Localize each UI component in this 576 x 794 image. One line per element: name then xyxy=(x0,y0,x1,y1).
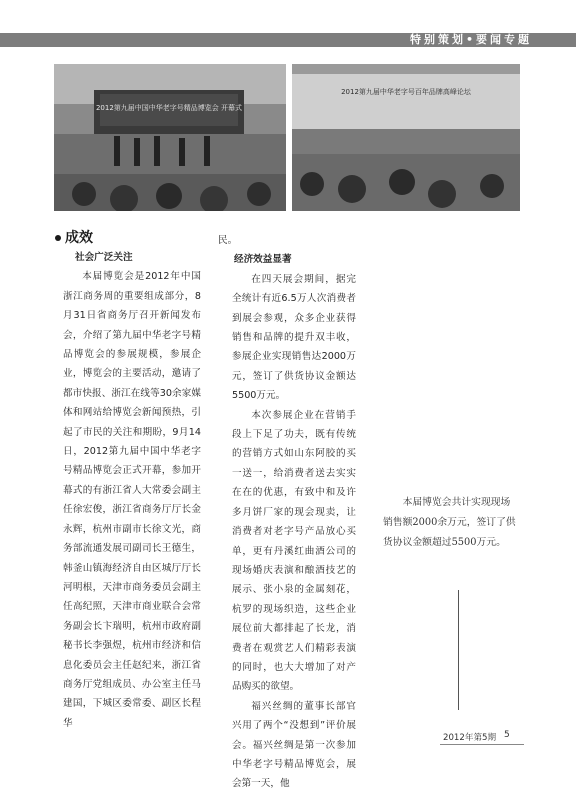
paragraph: 在四天展会期间，据完全统计有近6.5万人次消费者到展会参观，众多企业获得销售和品牌的提升双丰收，参展企业实现销售达2000万元，签订了供货协议金额达5500万元。 xyxy=(232,273,356,402)
bullet-icon xyxy=(55,235,61,241)
paragraph: 福兴丝绸的董事长部官兴用了两个“没想到”评价展会。福兴丝绸是第一次参加中华老字号精品博览会，展会第一天，他 xyxy=(232,700,356,790)
left-column xyxy=(63,228,201,733)
page-footer xyxy=(443,730,510,743)
paragraph: 本次参展企业在营销手段上下足了功夫，既有传统的营销方式如山东阿胶的买一送一，给消费者送去实实在在的优惠，有致中和及许多月饼厂家的现会现卖，让消费者对老字号产品放心买单，更有丹溪红曲酒公司的现场婚庆表演和酿酒技艺的展示、张小泉的金属刻花，杭罗的现场织造，这些企业展位前大都排起了长龙，消费者在观赏艺人们精彩表演的同时，也大大增加了对产品购买的欲望。 xyxy=(232,409,356,693)
subheading-economic: 经济效益显著 xyxy=(234,254,292,266)
section-title: 特别策划•要闻专题 xyxy=(409,33,532,46)
pull-quote: 本届博览会共计实现现场销售额2000余万元，签订了供货协议金额超过5500万元。 xyxy=(383,497,516,548)
subheading-social: 社会广泛关注 xyxy=(75,252,133,263)
divider-line xyxy=(458,590,459,710)
page-number: 5 xyxy=(504,730,510,740)
section-header-bar xyxy=(0,33,576,47)
footer-rule xyxy=(440,744,524,745)
section-heading: 成效 xyxy=(55,228,201,248)
right-column xyxy=(218,231,356,794)
banner-text-2: 2012第九届中华老字号百年品牌高峰论坛 xyxy=(341,88,471,96)
banner-text-1: 2012第九届中国中华老字号精品博览会 开幕式 xyxy=(95,104,243,112)
opening-ceremony-photo xyxy=(54,64,286,211)
continuation-text: 民。 xyxy=(218,235,238,246)
paragraph: 本届博览会是2012年中国浙江商务周的重要组成部分，8月31日省商务厅召开新闻发布会，介绍了第九届中华老字号精品博览会的参展规模，参展企业，博览会的主要活动，邀请了都市快报、浙江在线等30余家媒体和网站给博览会新闻预热，引起了市民的关注和期盼，9月14日，2012第九届中国中华老字号精品博览会正式开幕，参加开幕式的有浙江省人大常委会副主任徐宏俊，浙江省商务厅厅长金永辉，杭州市副市长徐文光，商务部流通发展司副司长王德生，韩釜山镇海经济自由区城厅厅长河明根，天津市商务委员会副主任高纪照，天津市商业联合会常务副会长卞瑞明，杭州市政府副秘书长李强煜，杭州市经济和信息化委员会主任赵纪来，浙江省商务厅党组成员、办公室主任马建国，下城区委常委、副区长程华 xyxy=(63,271,201,729)
forum-photo xyxy=(292,64,520,211)
issue-label: 2012年第5期 xyxy=(443,733,497,743)
